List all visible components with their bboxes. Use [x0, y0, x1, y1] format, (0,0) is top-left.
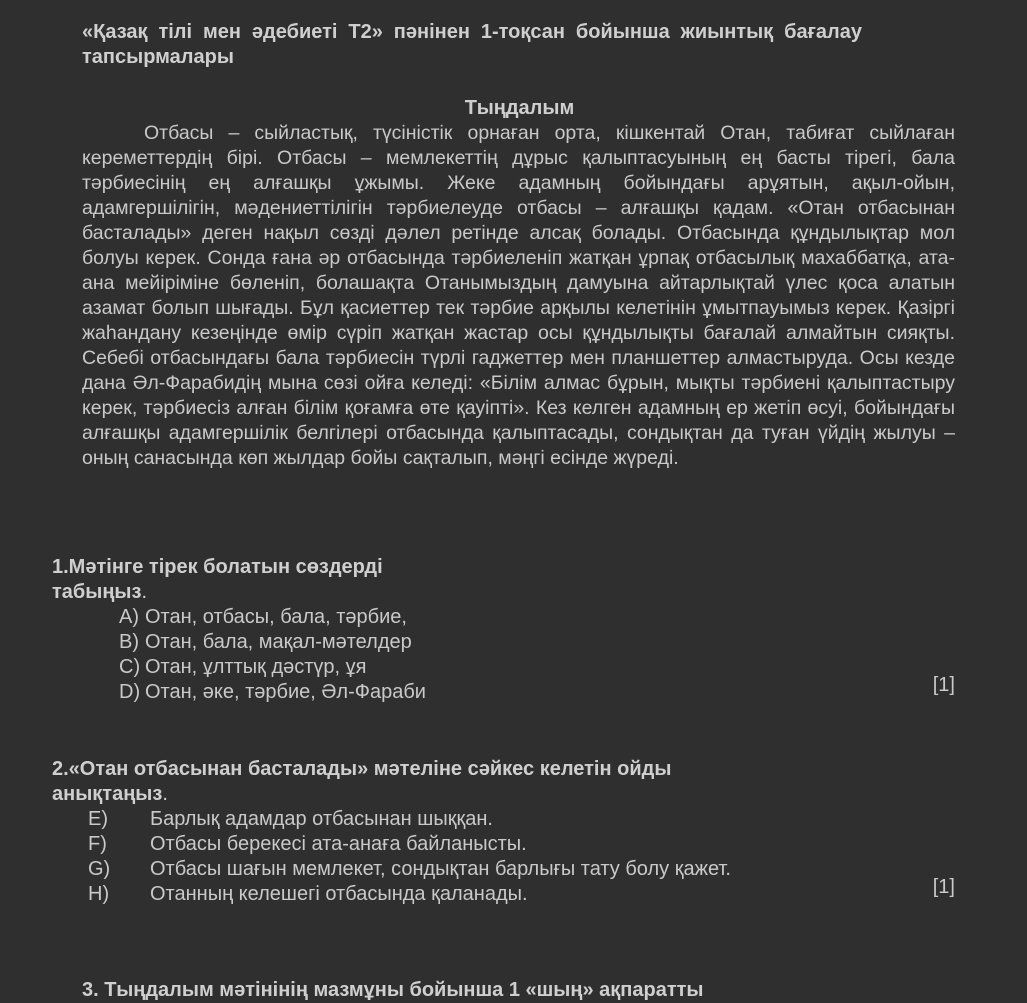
option-e[interactable] [88, 807, 760, 832]
option-text: Отанның келешегі отбасында қаланады. [150, 883, 528, 905]
question-1-text [52, 555, 412, 605]
option-text: Отан, әке, тәрбие, Әл-Фараби [145, 681, 426, 703]
question-1-period: . [141, 581, 148, 603]
option-letter: F) [88, 833, 107, 855]
question-2-period: . [162, 783, 168, 805]
option-letter: C) [119, 656, 141, 678]
option-f[interactable] [88, 832, 760, 857]
question-1-mark: [1] [932, 674, 955, 696]
option-letter: A) [119, 606, 139, 628]
option-letter: H) [88, 883, 110, 905]
question-1-options [52, 605, 957, 705]
option-text: Отбасы шағын мемлекет, сондықтан барлығы тату болу қажет. [150, 858, 731, 880]
option-g[interactable] [88, 857, 760, 882]
question-2 [52, 757, 957, 907]
option-b[interactable] [119, 630, 957, 655]
question-2-mark: [1] [932, 876, 955, 898]
option-text: Отан, отбасы, бала, тәрбие, [145, 606, 407, 628]
option-letter: E) [88, 808, 108, 830]
listening-passage: Отбасы – сыйластық, түсіністік орнаған орта, кішкентай Отан, табиғат сыйлаған кереметтердің бірі. Отбасы – мемлекеттің дұрыс қалыптасуының ең басты тірегі, бала тәрбиесінің ең алғашқы ұжымы. Жеке адамның бойындағы арұятын, ақыл-ойын, адамгершілігін, мәдениеттілігін тәрбиелеуде отбасы – алғашқы қадам. «Отан отбасынан басталады» деген нақыл сөзді дәлел ретінде алсақ болады. Отбасында құндылықтар мол болуы керек. Сонда ғана әр отбасында тәрбиеленіп жатқан ұрпақ отбасылық махаббатқа, ата- ана мейіріміне бөленіп, болашақта Отанымыздың дамуына айтарлықтай үлес қоса алатын азамат болып шығады. Бұл қасиеттер тек тәрбие арқылы келетінін ұмытпауымыз керек. Қазіргі жаһандану кезеңінде өмір сүріп жатқан жастар осы құндылықты бағалай алмайтын сияқты. Себебі отбасындағы бала тәрбиесін түрлі гаджеттер мен планшеттер алмастыруда. Осы кезде дана Әл-Фарабидің мына сөзі ойға келеді: «Білім алмас бұрын, мықты тәрбиені қалыптастыру керек, тәрбиесіз алған білім қоғамға өте қауіпті». Кез келген адамның ер жетіп өсуі, бойындағы алғашқы адамгершілік белгілері отбасында қалыптасады, сондықтан да туған үйдің жылуы – оның санасында көп жылдар бойы сақталып, мәңгі есінде жүреді. [82, 122, 955, 469]
option-letter: D) [119, 681, 141, 703]
question-1-prompt: 1.Мәтінге тірек болатын сөздерді табыңыз [52, 556, 383, 603]
option-d[interactable] [119, 680, 957, 705]
question-2-prompt: 2.«Отан отбасынан басталады» мәтеліне сәйкес келетін ойды анықтаңыз [52, 758, 672, 805]
option-text: Барлық адамдар отбасынан шыққан. [150, 808, 493, 830]
option-a[interactable] [119, 605, 957, 630]
option-text: Отан, бала, мақал-мәтелдер [145, 631, 412, 653]
question-3-partial: 3. Тыңдалым мәтінінің мазмұны бойынша 1 «шың» ақпаратты [82, 979, 704, 1001]
option-c[interactable] [119, 655, 957, 680]
document-title: «Қазақ тілі мен әдебиеті Т2» пәнінен 1-тоқсан бойынша жиынтық бағалау тапсырмалары [82, 21, 862, 68]
section-heading: Тыңдалым [464, 97, 575, 119]
option-text: Отбасы берекесі ата-анаға байланысты. [150, 833, 527, 855]
option-text: Отан, ұлттық дәстүр, ұя [145, 656, 367, 678]
option-h[interactable] [88, 882, 760, 907]
option-letter: B) [119, 631, 139, 653]
question-1 [52, 555, 957, 705]
question-2-text [52, 757, 712, 807]
question-2-options [52, 807, 957, 907]
option-letter: G) [88, 858, 111, 880]
